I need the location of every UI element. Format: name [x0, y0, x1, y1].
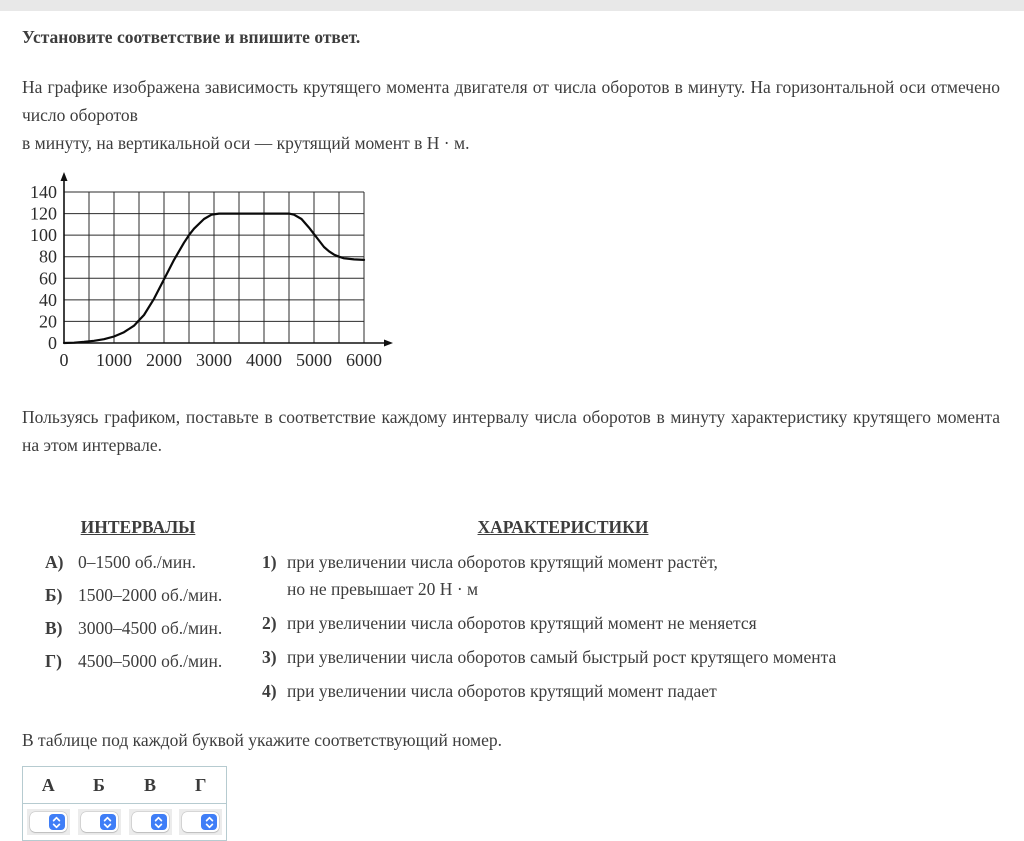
characteristic-item-1 [262, 549, 872, 603]
characteristic-line: при увеличении числа оборотов крутящий момент падает [287, 681, 717, 701]
characteristic-number: 2) [262, 613, 277, 633]
characteristics-column [254, 515, 872, 712]
answer-col-label-a: А [23, 767, 74, 804]
select-stepper-icon [49, 814, 65, 830]
interval-text: 0–1500 об./мин. [78, 552, 196, 572]
matching-columns [22, 515, 1000, 712]
characteristics-list [254, 549, 872, 705]
svg-text:4000: 4000 [246, 350, 282, 370]
task-paragraph: Пользуясь графиком, поставьте в соответствие каждому интервалу числа оборотов в минуту характеристику крутящего момента на этом интервале. [22, 407, 1000, 455]
page-title: Установите соответствие и впишите ответ. [22, 27, 361, 47]
answer-table-header-row [23, 767, 227, 804]
characteristic-text [287, 644, 836, 671]
answer-table-select-row [23, 804, 227, 841]
interval-item-v [45, 615, 254, 642]
svg-text:80: 80 [39, 246, 57, 267]
characteristic-item-4 [262, 678, 872, 705]
chart-container [22, 169, 1000, 381]
interval-letter: В) [45, 618, 63, 638]
svg-text:140: 140 [30, 182, 57, 202]
interval-text: 4500–5000 об./мин. [78, 651, 223, 671]
characteristic-number: 3) [262, 647, 277, 667]
table-instruction: В таблице под каждой буквой укажите соответствующий номер. [22, 730, 502, 750]
interval-item-b [45, 582, 254, 609]
interval-text: 1500–2000 об./мин. [78, 585, 223, 605]
select-stepper-icon [151, 814, 167, 830]
characteristic-text [287, 549, 718, 603]
answer-select-b[interactable] [81, 812, 118, 832]
select-stepper-icon [100, 814, 116, 830]
interval-letter: Г) [45, 651, 62, 671]
answer-col-label-b: Б [74, 767, 125, 804]
characteristic-line: но не превышает 20 Н · м [287, 579, 479, 599]
answer-select-g[interactable] [182, 812, 219, 832]
svg-text:2000: 2000 [146, 350, 182, 370]
top-divider-bar [0, 0, 1024, 11]
svg-text:60: 60 [39, 268, 57, 289]
characteristic-text [287, 610, 757, 637]
answer-cell-a [23, 804, 74, 841]
interval-text: 3000–4500 об./мин. [78, 618, 223, 638]
characteristic-line: при увеличении числа оборотов самый быстрый рост крутящего момента [287, 647, 837, 667]
svg-text:1000: 1000 [96, 350, 132, 370]
intro-line-1: На графике изображена зависимость крутящего момента двигателя от числа оборотов в минуту. На горизонтальной оси отмечено число оборотов [22, 77, 1000, 125]
svg-text:100: 100 [30, 225, 57, 246]
select-tray [78, 809, 121, 835]
svg-text:0: 0 [48, 333, 57, 353]
answer-col-label-g: Г [176, 767, 227, 804]
characteristic-text [287, 678, 717, 705]
answer-col-label-v: В [125, 767, 176, 804]
intervals-column [22, 515, 254, 712]
select-tray [129, 809, 172, 835]
torque-chart [22, 169, 422, 381]
characteristic-line: при увеличении числа оборотов крутящий момент не меняется [287, 613, 757, 633]
interval-letter: А) [45, 552, 64, 572]
interval-letter: Б) [45, 585, 63, 605]
svg-text:120: 120 [30, 203, 57, 224]
intervals-header: ИНТЕРВАЛЫ [80, 517, 196, 537]
intervals-list [22, 549, 254, 675]
characteristic-line: при увеличении числа оборотов крутящий момент растёт, [287, 552, 718, 572]
svg-text:3000: 3000 [196, 350, 232, 370]
svg-text:6000: 6000 [346, 350, 382, 370]
intro-line-2: в минуту, на вертикальной оси — крутящий момент в Н · м. [22, 133, 470, 153]
characteristic-number: 1) [262, 552, 277, 572]
svg-text:5000: 5000 [296, 350, 332, 370]
select-tray [179, 809, 222, 835]
question-page [0, 25, 1024, 841]
characteristic-item-3 [262, 644, 872, 671]
answer-select-v[interactable] [132, 812, 169, 832]
answer-cell-b [74, 804, 125, 841]
answer-table [22, 766, 227, 841]
answer-select-a[interactable] [30, 812, 67, 832]
select-stepper-icon [201, 814, 217, 830]
svg-text:20: 20 [39, 311, 57, 332]
characteristics-header: ХАРАКТЕРИСТИКИ [477, 517, 649, 537]
characteristic-item-2 [262, 610, 872, 637]
svg-text:40: 40 [39, 289, 57, 310]
answer-cell-v [125, 804, 176, 841]
characteristic-number: 4) [262, 681, 277, 701]
intro-paragraph [22, 73, 1000, 157]
interval-item-g [45, 648, 254, 675]
select-tray [27, 809, 70, 835]
svg-text:0: 0 [59, 350, 69, 370]
answer-cell-g [176, 804, 227, 841]
interval-item-a [45, 549, 254, 576]
